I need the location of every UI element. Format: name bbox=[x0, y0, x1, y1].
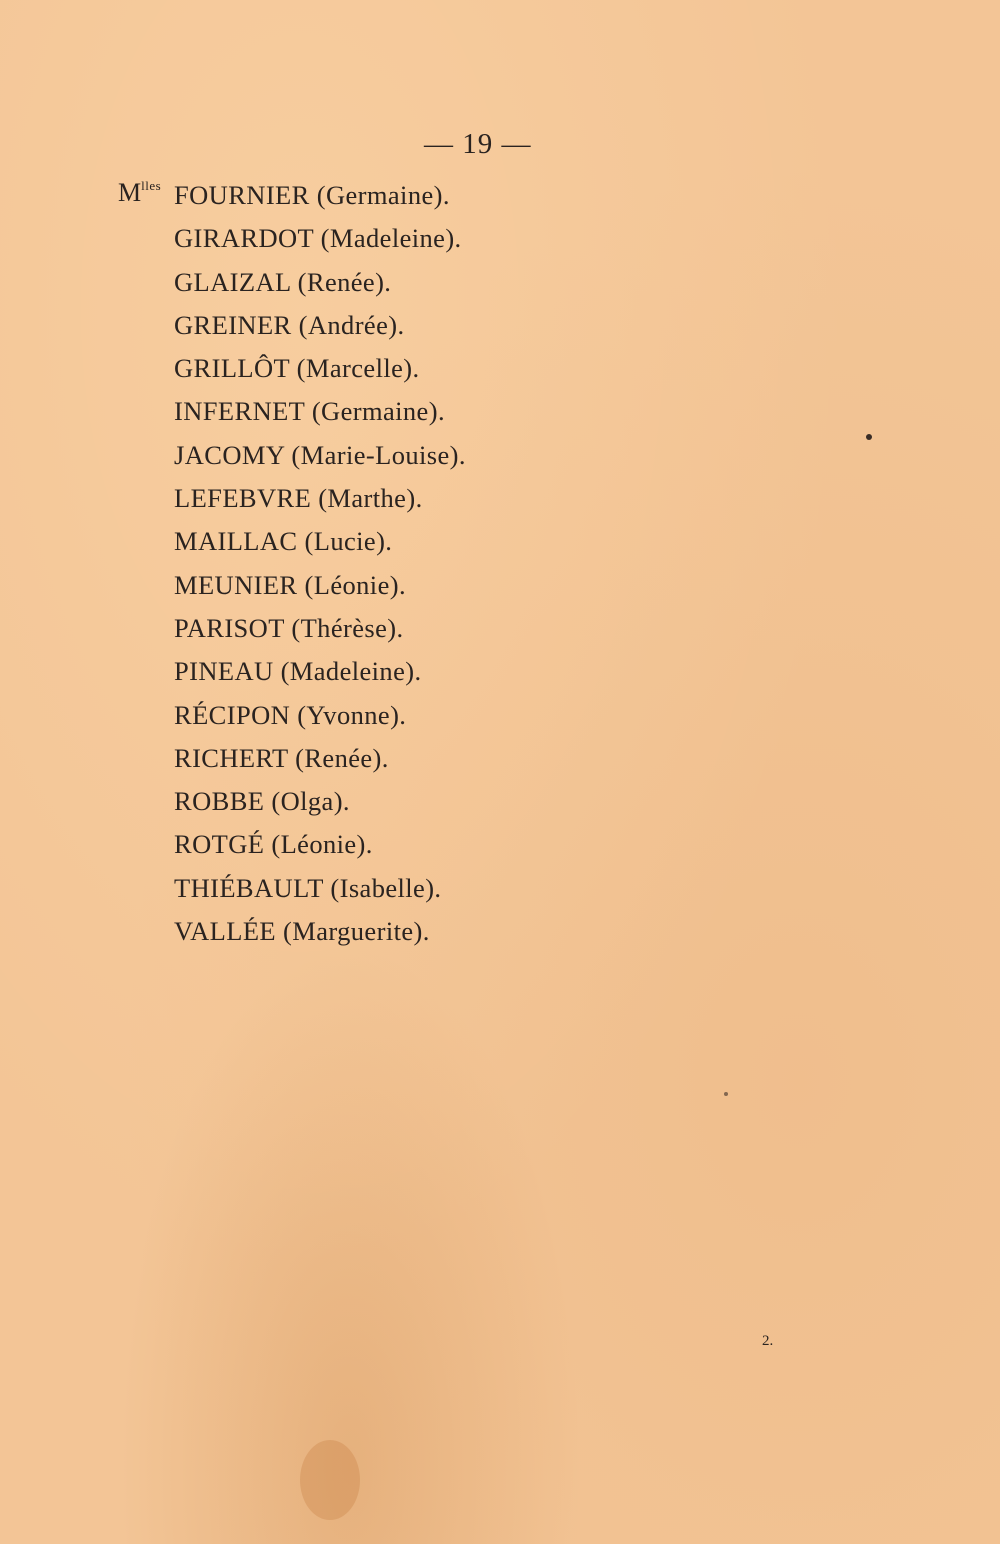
list-item: LEFEBVRE (Marthe). bbox=[174, 483, 423, 514]
list-item: PINEAU (Madeleine). bbox=[174, 656, 422, 687]
list-item: GIRARDOT (Madeleine). bbox=[174, 223, 462, 254]
list-item: GRILLÔT (Marcelle). bbox=[174, 353, 420, 384]
signature-mark: 2. bbox=[762, 1333, 774, 1349]
list-item: GLAIZAL (Renée). bbox=[174, 266, 392, 297]
list-item: RÉCIPON (Yvonne). bbox=[174, 699, 407, 730]
title-prefix-superscript: lles bbox=[141, 178, 162, 193]
paper-stain bbox=[300, 1440, 360, 1520]
ink-speck bbox=[724, 1092, 728, 1096]
list-item: INFERNET (Germaine). bbox=[174, 396, 445, 427]
list-item: GREINER (Andrée). bbox=[174, 309, 405, 340]
list-item: ROBBE (Olga). bbox=[174, 786, 350, 817]
list-item: VALLÉE (Marguerite). bbox=[174, 916, 430, 947]
title-prefix bbox=[118, 178, 161, 208]
page-number: — 19 — bbox=[424, 128, 532, 160]
list-item: THIÉBAULT (Isabelle). bbox=[174, 872, 442, 903]
list-item: ROTGÉ (Léonie). bbox=[174, 829, 373, 860]
title-prefix-letter: M bbox=[118, 178, 142, 207]
name-list bbox=[174, 178, 466, 957]
list-item: RICHERT (Renée). bbox=[174, 742, 389, 773]
list-item: PARISOT (Thérèse). bbox=[174, 612, 404, 643]
list-item: MEUNIER (Léonie). bbox=[174, 569, 406, 600]
list-item: JACOMY (Marie-Louise). bbox=[174, 439, 466, 470]
list-item: MAILLAC (Lucie). bbox=[174, 526, 393, 557]
list-item: FOURNIER (Germaine). bbox=[174, 180, 450, 210]
ink-speck bbox=[866, 434, 872, 440]
